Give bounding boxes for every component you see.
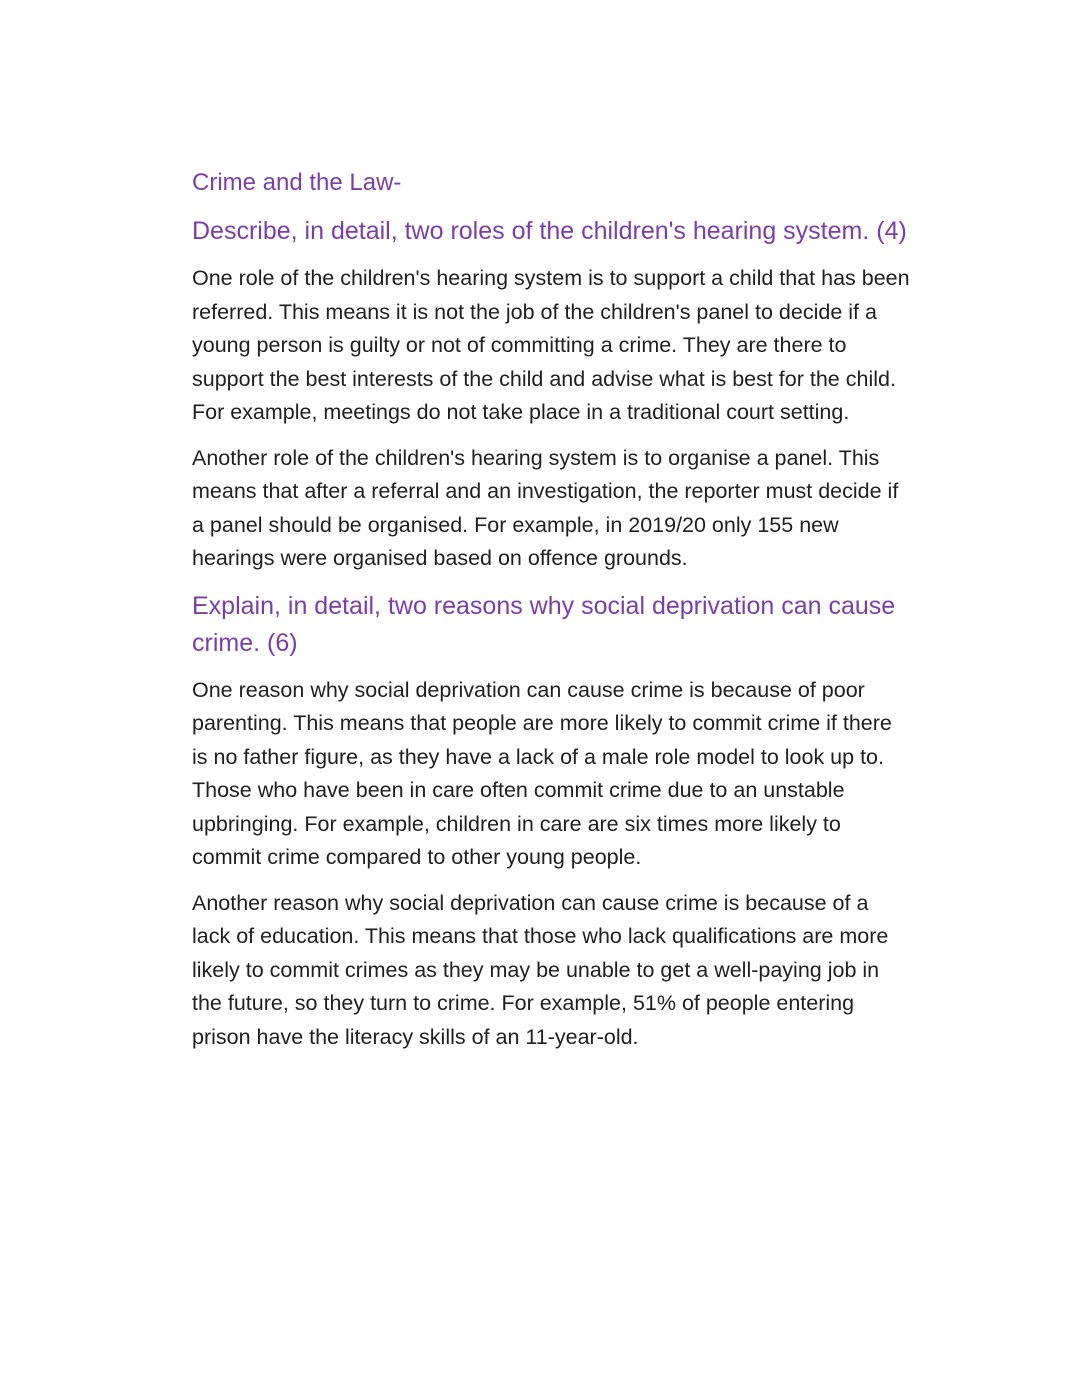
answer-paragraph: Another reason why social deprivation can cause crime is because of a lack of education. This means that those who lack qualifications are more likely to commit crimes as they may be unable to get a well-paying job in the future, so they turn to crime. For example, 51% of people entering prison have the literacy skills of an 11-year-old. [192,890,889,1049]
document-page [192,165,912,1066]
question-heading: Describe, in detail, two roles of the children's hearing system. (4) [192,217,907,245]
answer-paragraph: Another role of the children's hearing system is to organise a panel. This means that after a referral and an investigation, the reporter must decide if a panel should be organised. For example, in 2019/20 only 155 new hearings were organised based on offence grounds. [192,445,899,570]
answer-paragraph: One reason why social deprivation can cause crime is because of poor parenting. This means that people are more likely to commit crime if there is no father figure, as they have a lack of a male role model to look up to. Those who have been in care often commit crime due to an unstable upbringing. For example, children in care are six times more likely to commit crime compared to other young people. [192,677,892,869]
question-section-2 [192,588,912,1055]
answer-paragraph: One role of the children's hearing system is to support a child that has been referred. This means it is not the job of the children's panel to decide if a young person is guilty or not of committing a crime. They are there to support the best interests of the child and advise what is best for the child. For example, meetings do not take place in a traditional court setting. [192,266,910,424]
question-heading: Explain, in detail, two reasons why social deprivation can cause crime. (6) [192,591,896,657]
question-section-1 [192,213,912,576]
document-title: Crime and the Law- [192,169,402,196]
